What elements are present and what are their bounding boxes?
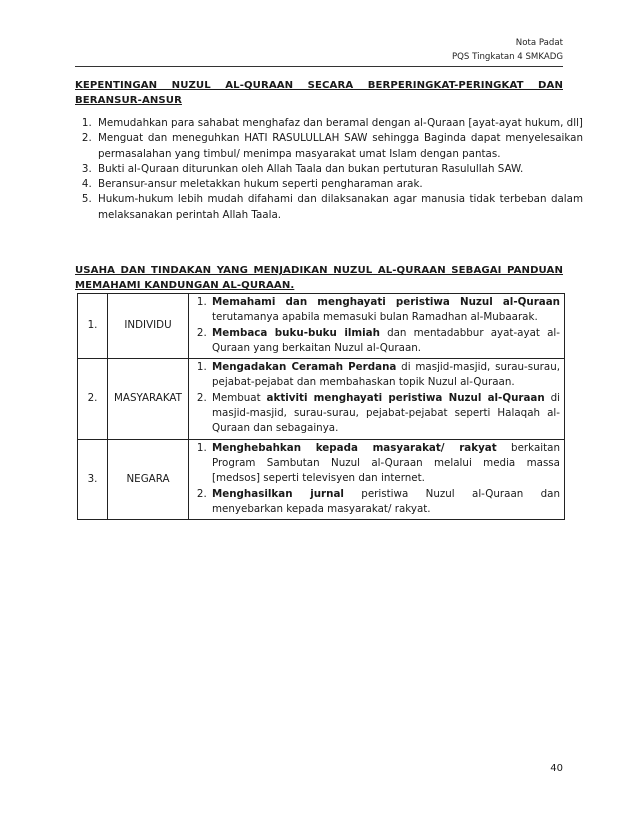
list-item: 2. Menghasilkan jurnal peristiwa Nuzul al-Quraan dan menyebarkan kepada masyarakat/ rakyat. [210,487,560,518]
row-category: INDIVIDU [108,294,189,359]
page-number: 40 [550,763,563,774]
table-row [78,294,565,359]
list-item: 1. Menghebahkan kepada masyarakat/ rakyat berkaitan Program Sambutan Nuzul al-Quraan melalui media massa [medsos] seperti televisyen dan internet. [210,441,560,487]
row-number: 2. [78,359,108,439]
list-item: 2. Membaca buku-buku ilmiah dan mentadabbur ayat-ayat al-Quraan yang berkaitan Nuzul al-Quraan. [210,326,560,357]
row-description [189,359,565,439]
list-item: 1. Mengadakan Ceramah Perdana di masjid-masjid, surau-surau, pejabat-pejabat dan membahaskan topik Nuzul al-Quraan. [210,360,560,391]
page-header [452,36,563,64]
row-category: MASYARAKAT [108,359,189,439]
header-note-title: Nota Padat [515,38,563,48]
list-item: 5. Hukum-hukum lebih mudah difahami dan dilaksanakan agar manusia tidak terbeban dalam melaksanakan perintah Allah Taala. [95,192,583,223]
list-item: 1. Memudahkan para sahabat menghafaz dan beramal dengan al-Quraan [ayat-ayat hukum, dll] [95,116,583,131]
row-description [189,439,565,519]
table-row [78,359,565,439]
header-class-label: PQS Tingkatan 4 SMKADG [451,52,563,62]
list-item: 4. Beransur-ansur meletakkan hukum seperti pengharaman arak. [95,177,583,192]
table-row [78,439,565,519]
section-heading-actions: USAHA DAN TINDAKAN YANG MENJADIKAN NUZUL AL-QURAAN SEBAGAI PANDUAN MEMAHAMI KANDUNGAN AL-QURAAN. [75,265,563,291]
importance-list [75,116,583,223]
row-number: 1. [78,294,108,359]
row-number: 3. [78,439,108,519]
row-category: NEGARA [108,439,189,519]
actions-table [77,293,565,520]
list-item: 2. Membuat aktiviti menghayati peristiwa Nuzul al-Quraan di masjid-masjid, surau-surau, pejabat-pejabat seperti Halaqah al-Quraan dan sebagainya. [210,391,560,437]
list-item: 1. Memahami dan menghayati peristiwa Nuzul al-Quraan terutamanya apabila memasuki bulan Ramadhan al-Mubaarak. [210,295,560,326]
row-description [189,294,565,359]
section-heading-importance: KEPENTINGAN NUZUL AL-QURAAN SECARA BERPERINGKAT-PERINGKAT DAN BERANSUR-ANSUR [75,80,563,106]
list-item: 3. Bukti al-Quraan diturunkan oleh Allah Taala dan bukan pertuturan Rasulullah SAW. [95,162,583,177]
list-item: 2. Menguat dan meneguhkan HATI RASULULLAH SAW sehingga Baginda dapat menyelesaikan permasalahan yang timbul/ menimpa masyarakat umat Islam dengan pantas. [95,131,583,162]
header-divider [75,66,563,67]
